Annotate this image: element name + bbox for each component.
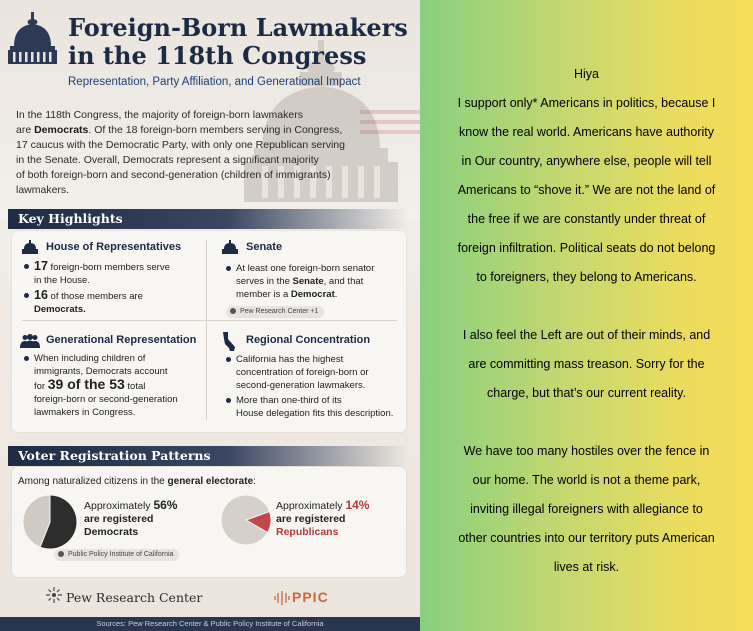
house-bullet-1 [22, 260, 202, 287]
capitol-icon [222, 240, 238, 254]
pie-label: are registered [84, 513, 154, 525]
pew-logo: Pew Research Center [66, 590, 203, 605]
voter-intro-text: : [253, 476, 256, 487]
title-line-2: in the 118th Congress [68, 41, 367, 70]
pie-label: are registered [276, 513, 346, 525]
bullet-bold: Democrats. [34, 304, 86, 315]
regional-bullet-1 [224, 353, 406, 392]
voter-intro [18, 476, 256, 487]
bullet-text: At least one foreign-born senator [236, 263, 375, 274]
generational-bullet [22, 352, 206, 419]
divider [206, 240, 207, 420]
intro-line: of both foreign-born and second-generation (children of immigrants) [16, 169, 331, 181]
text-line: I also feel the Left are out of their minds, and [462, 328, 711, 342]
bullet-text: California has the highest [236, 354, 344, 365]
paragraph-gap [420, 292, 753, 321]
bullet-text: for [34, 381, 48, 392]
republicans-pie-chart [220, 494, 272, 546]
senate-heading: Senate [246, 241, 283, 253]
republicans-text [276, 499, 369, 539]
bullet-text: total [124, 381, 146, 392]
text-line: our home. The world is not a theme park, [472, 473, 701, 487]
bullet-text: When including children of [34, 353, 146, 364]
generational-heading: Generational Representation [46, 334, 197, 346]
bullet-text: , and that [323, 276, 364, 287]
house-bullets [22, 260, 202, 318]
bullet-text: second-generation lawmakers. [236, 380, 366, 391]
text-line: I support only* Americans in politics, because I [457, 96, 716, 110]
ppic-source-chip[interactable]: Public Policy Institute of California [54, 549, 179, 561]
house-count: 17 [34, 259, 48, 273]
generational-count: 39 of the 53 [47, 376, 125, 392]
divider [22, 320, 397, 321]
bullet-text: in the House. [34, 275, 90, 286]
house-bullet-2 [22, 289, 202, 316]
text-line: in Our country, anywhere else, people will tell [461, 154, 712, 168]
bullet-text: foreign-born members serve [47, 262, 170, 273]
text-line: Americans to “shove it.” We are not the land of [457, 183, 716, 197]
text-line: We have too many hostiles over the fence in [463, 444, 710, 458]
intro-line: lawmakers. [16, 184, 70, 196]
text-line: are committing mass treason. Sorry for the [468, 357, 705, 371]
pie-label: Approximately [276, 500, 346, 512]
voter-registration-heading: Voter Registration Patterns [8, 446, 408, 466]
title-line-1: Foreign-Born Lawmakers [68, 13, 408, 42]
pew-logo-icon [46, 587, 62, 603]
people-icon [20, 334, 40, 348]
bullet-text: immigrants, Democrats account [34, 366, 168, 377]
intro-line: in the Senate. Overall, Democrats represent a significant majority [16, 154, 319, 166]
intro-text: are [16, 124, 35, 136]
text-line: lives at risk. [553, 560, 620, 574]
intro-text: . Of the 18 foreign-born members serving in Congress, [88, 124, 343, 136]
capitol-icon [22, 240, 38, 254]
democrats-text [84, 499, 177, 539]
regional-bullet-2 [224, 394, 406, 420]
ppic-logo: PPIC [292, 589, 329, 605]
bullet-text: serves in the [236, 276, 293, 287]
bullet-text: lawmakers in Congress. [34, 407, 136, 418]
title-block [68, 13, 408, 88]
bullet-text: concentration of foreign-born or [236, 367, 369, 378]
text-line: other countries into our territory puts American [458, 531, 715, 545]
house-heading: House of Representatives [46, 241, 182, 253]
bullet-bold: Senate [292, 276, 324, 287]
text-line: Hiya [573, 67, 599, 81]
house-dem-count: 16 [34, 288, 48, 302]
key-highlights-heading: Key Highlights [8, 209, 408, 229]
bullet-text: of those members are [47, 291, 143, 302]
paragraph-gap [420, 408, 753, 437]
pie-label: Approximately [84, 500, 154, 512]
bullet-text: More than one-third of its [236, 395, 342, 406]
logos-row [12, 584, 406, 612]
text-line: to foreigners, they belong to Americans. [476, 270, 697, 284]
bullet-text: . [334, 289, 338, 300]
subtitle: Representation, Party Affiliation, and Generational Impact [68, 76, 361, 88]
text-line: inviting illegal foreigners with allegiance to [470, 502, 703, 516]
democrats-pie-chart [22, 494, 78, 550]
voter-intro-bold: general electorate [167, 476, 254, 487]
text-panel [420, 0, 753, 631]
pie-label: Democrats [84, 526, 139, 538]
senate-source-chip[interactable]: Pew Research Center +1 [226, 306, 324, 318]
sources-footer: Sources: Pew Research Center & Public Policy Institute of California [0, 617, 420, 631]
republicans-percent: 14% [345, 498, 370, 512]
bullet-text: foreign-born or second-generation [34, 394, 178, 405]
intro-line [16, 123, 356, 138]
intro-line: In the 118th Congress, the majority of foreign-born lawmakers [16, 109, 303, 121]
bullet-text: member is a [236, 289, 291, 300]
california-map-icon [222, 332, 236, 352]
bullet-text: House delegation fits this description. [236, 408, 394, 419]
pie-label: Republicans [276, 526, 339, 538]
ppic-logo-icon [274, 590, 290, 606]
text-line: know the real world. Americans have authority [459, 125, 714, 139]
text-line: charge, but that’s our current reality. [487, 386, 686, 400]
bullet-bold: Democrat [290, 289, 335, 300]
generational-bullets [22, 352, 206, 421]
text-line: the free if we are constantly under threat of [467, 212, 706, 226]
intro-line: 17 caucus with the Democratic Party, with only one Republican serving [16, 139, 345, 151]
senate-bullet-1 [224, 262, 404, 301]
intro-bold: Democrats [34, 124, 89, 136]
regional-heading: Regional Concentration [246, 334, 371, 346]
democrats-percent: 56% [153, 498, 178, 512]
senate-bullets [224, 262, 404, 303]
regional-bullets [224, 353, 406, 422]
intro-paragraph [16, 108, 356, 198]
text-panel-body [420, 60, 753, 582]
voter-intro-text: Among naturalized citizens in the [18, 476, 168, 487]
text-line: foreign infiltration. Political seats do not belong [457, 241, 716, 255]
